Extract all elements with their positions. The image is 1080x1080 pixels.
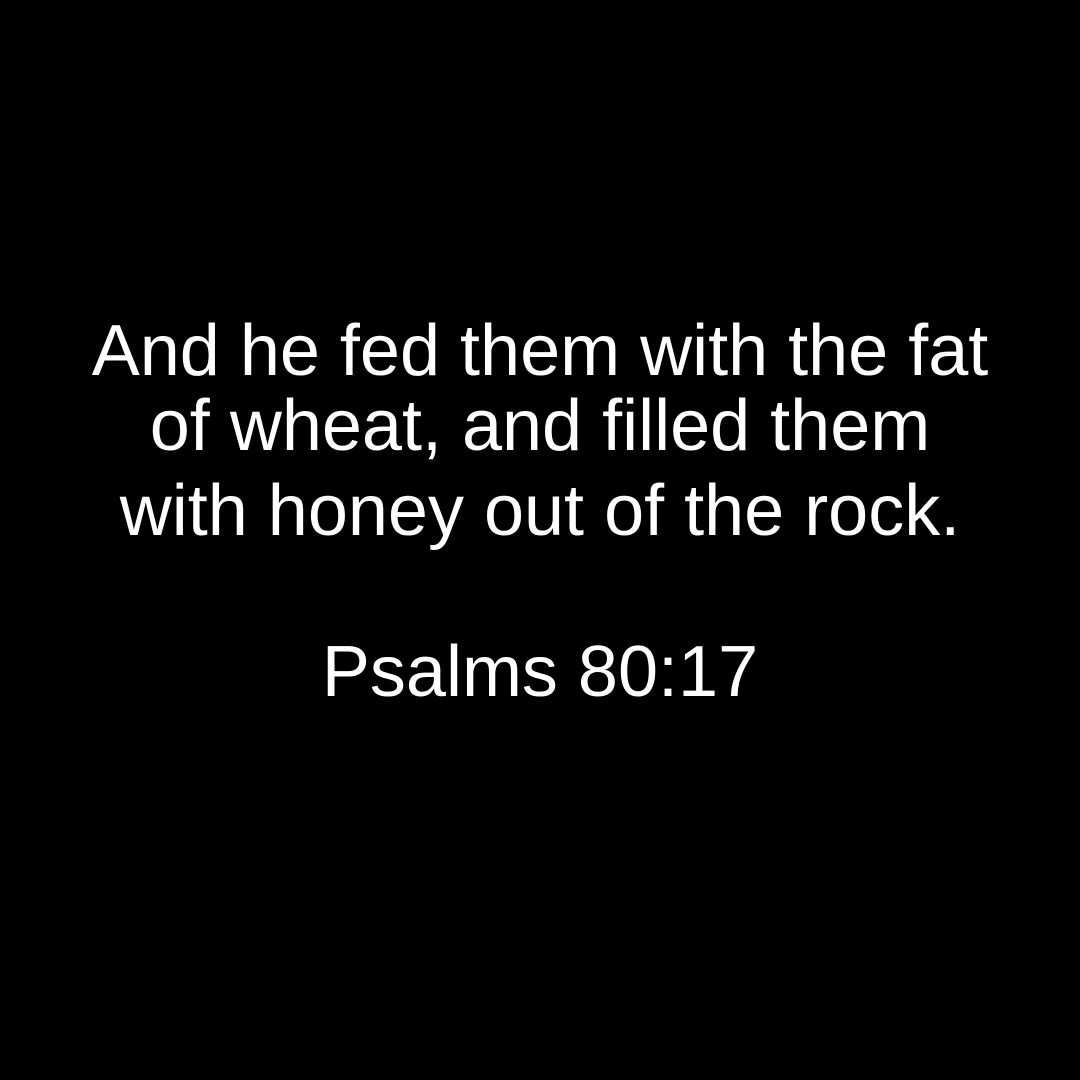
verse-line-2: of wheat, and filled them xyxy=(149,386,931,466)
verse-line-1: And he fed them with the fat xyxy=(91,311,989,391)
verse-line-3: with honey out of the rock. xyxy=(119,471,961,551)
verse-reference: Psalms 80:17 xyxy=(321,632,759,712)
